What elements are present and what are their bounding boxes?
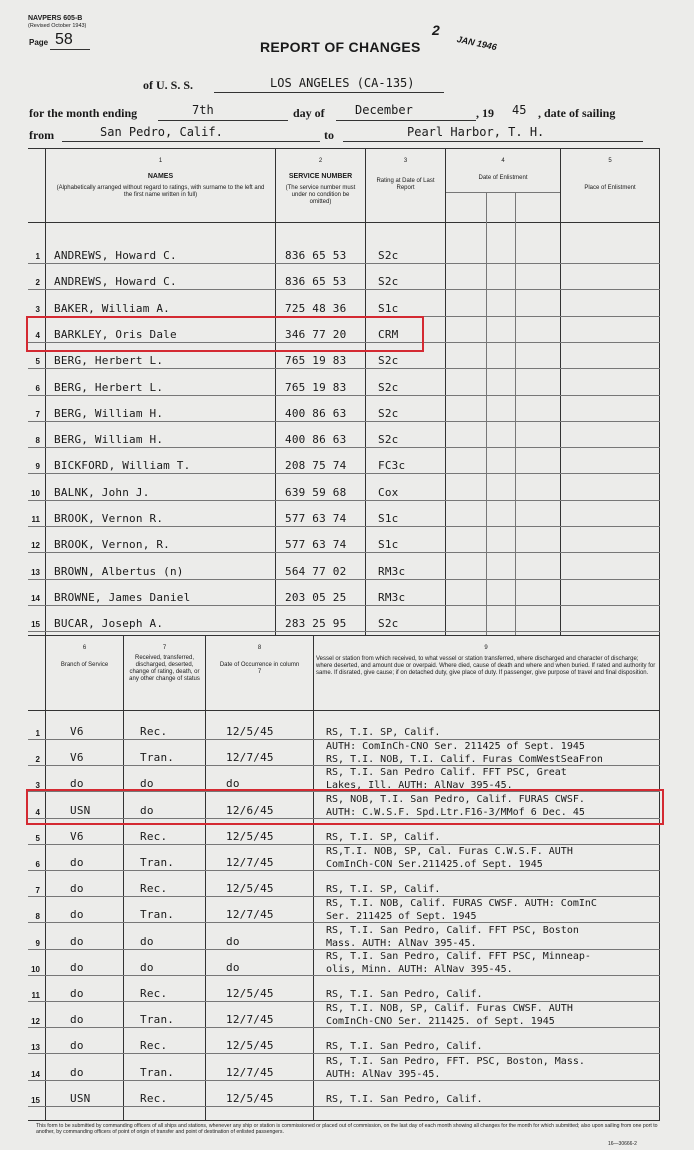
change-cell: do	[140, 777, 154, 790]
col7-header	[124, 645, 205, 683]
branch-cell: do	[70, 1013, 84, 1026]
row-number: 15	[31, 1096, 40, 1105]
date-cell: 12/7/45	[226, 751, 274, 764]
date-cell: 12/7/45	[226, 856, 274, 869]
date-cell: 12/5/45	[226, 987, 274, 1000]
branch-cell: V6	[70, 830, 84, 843]
name-cell: BERG, Herbert L.	[54, 381, 164, 394]
form-id: NAVPERS 605-B	[28, 15, 83, 22]
row-number: 3	[35, 305, 40, 314]
col4-header	[446, 158, 560, 182]
received-stamp: JAN 1946	[455, 34, 498, 53]
col1-header	[46, 158, 275, 199]
change-cell: Rec.	[140, 830, 168, 843]
date-cell: 12/5/45	[226, 1039, 274, 1052]
change-cell: Rec.	[140, 987, 168, 1000]
row-number: 3	[35, 781, 40, 790]
name-cell: ANDREWS, Howard C.	[54, 249, 177, 262]
row-number: 9	[35, 939, 40, 948]
row-number: 11	[31, 991, 40, 1000]
rating-cell: RM3c	[378, 591, 406, 604]
branch-cell: USN	[70, 1092, 91, 1105]
rating-cell: S1c	[378, 538, 399, 551]
name-cell: BROOK, Vernon, R.	[54, 538, 170, 551]
remarks-line: RS, T.I. San Pedro, Calif.	[326, 989, 483, 1000]
service-number-cell: 400 86 63	[285, 407, 347, 420]
rating-cell: S2c	[378, 617, 399, 630]
service-number-cell: 765 19 83	[285, 354, 347, 367]
change-cell: Rec.	[140, 882, 168, 895]
row-number: 11	[31, 515, 40, 524]
change-cell: Tran.	[140, 908, 175, 921]
branch-cell: V6	[70, 751, 84, 764]
name-cell: BARKLEY, Oris Dale	[54, 328, 177, 341]
col2-note: (The service number must under no condition be omitted)	[285, 185, 356, 205]
highlight-box-top	[26, 316, 424, 352]
service-number-cell: 639 59 68	[285, 486, 347, 499]
name-cell: BAKER, William A.	[54, 302, 170, 315]
page-label: Page	[29, 38, 49, 47]
date-cell: 12/5/45	[226, 725, 274, 738]
name-cell: BROWNE, James Daniel	[54, 591, 191, 604]
remarks-line: Lakes, Ill. AUTH: AlNav 395-45.	[326, 780, 513, 791]
service-number-cell: 836 65 53	[285, 249, 347, 262]
branch-cell: do	[70, 856, 84, 869]
to-label: to	[324, 128, 334, 142]
date-cell: 12/7/45	[226, 908, 274, 921]
change-cell: Tran.	[140, 751, 175, 764]
change-cell: Rec.	[140, 1092, 168, 1105]
row-number: 8	[35, 436, 40, 445]
row-number: 9	[35, 462, 40, 471]
remarks-line: RS, T.I. San Pedro Calif. FFT PSC, Great	[326, 767, 567, 778]
report-title: REPORT OF CHANGES	[260, 39, 421, 55]
rating-cell: S1c	[378, 512, 399, 525]
row-number: 5	[35, 357, 40, 366]
col1-number: 1	[158, 158, 163, 164]
row-number: 4	[35, 331, 40, 340]
name-cell: BICKFORD, William T.	[54, 459, 191, 472]
branch-cell: do	[70, 1039, 84, 1052]
col5-header	[561, 158, 659, 192]
stamp-number: 2	[432, 22, 440, 38]
col9-header	[316, 645, 656, 677]
remarks-line: Mass. AUTH: AlNav 395-45.	[326, 938, 477, 949]
service-number-cell: 725 48 36	[285, 302, 347, 315]
col4-title: Date of Enlistment	[478, 175, 528, 181]
service-number-cell: 208 75 74	[285, 459, 347, 472]
col3-title: Rating at Date of Last Report	[376, 178, 435, 191]
day-value: 7th	[192, 103, 214, 117]
service-number-cell: 203 05 25	[285, 591, 347, 604]
col8-number: 8	[257, 645, 262, 651]
date-cell: 12/5/45	[226, 1092, 274, 1105]
branch-cell: do	[70, 908, 84, 921]
col3-number: 3	[403, 158, 408, 164]
date-cell: do	[226, 777, 240, 790]
remarks-line: RS, T.I. San Pedro, Calif.	[326, 1041, 483, 1052]
remarks-line: olis, Minn. AUTH: AlNav 395-45.	[326, 964, 513, 975]
change-cell: do	[140, 935, 154, 948]
row-number: 6	[35, 860, 40, 869]
col7-number: 7	[162, 645, 167, 651]
remarks-line: RS, T.I. San Pedro, Calif. FFT PSC, Boston	[326, 925, 579, 936]
row-number: 8	[35, 912, 40, 921]
col9-title: Vessel or station from which received, to what vessel or station transferred, where discharged and character of discharge; where deserted, and amount due or overpaid. Where died, cause of death and where and when buried. If rated and authority for same. If disrated, give cause; if on detached duty, give place of duty. If passenger, give purpose of travel and final disposition.	[316, 656, 656, 676]
name-cell: BUCAR, Joseph A.	[54, 617, 164, 630]
col3-header	[366, 158, 445, 192]
branch-cell: do	[70, 935, 84, 948]
branch-cell: do	[70, 987, 84, 1000]
month-value: December	[355, 103, 413, 117]
col2-number: 2	[318, 158, 323, 164]
rating-cell: Cox	[378, 486, 399, 499]
row-number: 7	[35, 410, 40, 419]
row-number: 1	[35, 252, 40, 261]
footer-code: 16—30666-2	[608, 1141, 637, 1147]
month-prefix: for the month ending	[29, 106, 138, 120]
highlight-box-bottom	[26, 789, 664, 825]
remarks-line: RS, T.I. SP, Calif.	[326, 832, 441, 843]
change-cell: Tran.	[140, 856, 175, 869]
name-cell: BROOK, Vernon R.	[54, 512, 164, 525]
date-cell: do	[226, 961, 240, 974]
date-cell: 12/5/45	[226, 882, 274, 895]
branch-cell: USN	[70, 804, 91, 817]
year-prefix: , 19	[476, 106, 494, 120]
name-cell: BROWN, Albertus (n)	[54, 565, 184, 578]
remarks-line: RS, T.I. NOB, SP, Calif. Furas CWSF. AUTH	[326, 1003, 573, 1014]
service-number-cell: 577 63 74	[285, 512, 347, 525]
rating-cell: S2c	[378, 433, 399, 446]
ship-prefix: of U. S. S.	[143, 78, 194, 92]
row-number: 5	[35, 834, 40, 843]
col1-note: (Alphabetically arranged without regard to ratings, with surname to the left and the first name written in full)	[56, 185, 265, 198]
row-number: 10	[31, 489, 40, 498]
row-number: 13	[31, 568, 40, 577]
remarks-line: RS, T.I. SP, Calif.	[326, 727, 441, 738]
row-number: 10	[31, 965, 40, 974]
branch-cell: do	[70, 961, 84, 974]
change-cell: Tran.	[140, 1066, 175, 1079]
col6-number: 6	[82, 645, 87, 651]
row-number: 12	[31, 1017, 40, 1026]
year-value: 45	[512, 103, 527, 117]
change-cell: do	[140, 961, 154, 974]
col2-header	[276, 158, 365, 206]
col2-title: SERVICE NUMBER	[288, 173, 353, 180]
date-cell: do	[226, 935, 240, 948]
col7-title: Received, transferred, discharged, deserted, change of rating, death, or any other change of status	[129, 655, 200, 682]
branch-cell: do	[70, 1066, 84, 1079]
col5-number: 5	[608, 158, 612, 164]
rating-cell: FC3c	[378, 459, 406, 472]
name-cell: BALNK, John J.	[54, 486, 150, 499]
remarks-line: AUTH: AlNav 395-45.	[326, 1069, 441, 1080]
service-number-cell: 564 77 02	[285, 565, 347, 578]
change-cell: Rec.	[140, 1039, 168, 1052]
to-value: Pearl Harbor, T. H.	[407, 125, 545, 139]
page-number: 58	[55, 31, 73, 48]
remarks-line: RS, T.I. San Pedro, Calif. FFT PSC, Minneap-	[326, 951, 591, 962]
remarks-line: RS, T.I. San Pedro, Calif.	[326, 1094, 483, 1105]
row-number: 6	[35, 384, 40, 393]
remarks-line: RS, T.I. SP, Calif.	[326, 884, 441, 895]
row-number: 4	[35, 808, 40, 817]
row-number: 14	[31, 1070, 40, 1079]
from-label: from	[29, 128, 55, 142]
row-number: 14	[31, 594, 40, 603]
row-number: 12	[31, 541, 40, 550]
rating-cell: S2c	[378, 275, 399, 288]
remarks-line: RS, T.I. NOB, Calif. FURAS CWSF. AUTH: ComInC	[326, 898, 597, 909]
date-cell: 12/5/45	[226, 830, 274, 843]
service-number-cell: 765 19 83	[285, 381, 347, 394]
name-cell: BERG, William H.	[54, 433, 164, 446]
from-value: San Pedro, Calif.	[100, 125, 223, 139]
service-number-cell: 577 63 74	[285, 538, 347, 551]
row-number: 15	[31, 620, 40, 629]
rating-cell: S2c	[378, 381, 399, 394]
date-of-sailing-label: , date of sailing	[538, 106, 616, 120]
col1-title: NAMES	[147, 173, 174, 180]
row-number: 13	[31, 1043, 40, 1052]
row-number: 2	[35, 278, 40, 287]
remarks-line: AUTH: C.W.S.F. Spd.Ltr.F16-3/MMof 6 Dec. 45	[326, 807, 585, 818]
ship-name: LOS ANGELES (CA-135)	[270, 76, 415, 90]
branch-cell: do	[70, 882, 84, 895]
col5-title: Place of Enlistment	[584, 185, 636, 191]
date-cell: 12/6/45	[226, 804, 274, 817]
remarks-line: RS, NOB, T.I. San Pedro, Calif. FURAS CWSF.	[326, 794, 585, 805]
remarks-line: Ser. 211425 of Sept. 1945	[326, 911, 477, 922]
col6-header	[46, 645, 123, 669]
branch-cell: do	[70, 777, 84, 790]
col6-title: Branch of Service	[60, 662, 109, 668]
form-revised: (Revised October 1943)	[28, 23, 87, 29]
change-cell: do	[140, 804, 154, 817]
date-cell: 12/7/45	[226, 1013, 274, 1026]
service-number-cell: 346 77 20	[285, 328, 347, 341]
remarks-line: RS,T.I. NOB, SP, Cal. Furas C.W.S.F. AUTH	[326, 846, 573, 857]
row-number: 2	[35, 755, 40, 764]
name-cell: BERG, William H.	[54, 407, 164, 420]
col4-number: 4	[501, 158, 505, 164]
remarks-line: ComInCh-CNO Ser. 211425. of Sept. 1945	[326, 1016, 555, 1027]
branch-cell: V6	[70, 725, 84, 738]
date-cell: 12/7/45	[226, 1066, 274, 1079]
rating-cell: S1c	[378, 302, 399, 315]
col8-title: Date of Occurrence in column 7	[219, 662, 300, 675]
rating-cell: S2c	[378, 354, 399, 367]
remarks-line: ComInCh-CON Ser.211425.of Sept. 1945	[326, 859, 543, 870]
col9-number: 9	[484, 645, 488, 651]
day-of-label: day of	[293, 106, 325, 120]
remarks-line: AUTH: ComInCh-CNO Ser. 211425 of Sept. 1945	[326, 741, 585, 752]
change-cell: Rec.	[140, 725, 168, 738]
footer-note: This form to be submitted by commanding officers of all ships and stations, whenever any ship or station is commissioned or placed out of commission, on the last day of each month showing all changes for the month for which submitted; also upon sailing from one port to another, by commanding officers of point of origin of transfer and point of destination of enlisted passengers.	[36, 1123, 658, 1135]
rating-cell: S2c	[378, 249, 399, 262]
remarks-line: RS, T.I. NOB, T.I. Calif. Furas ComWestSeaFron	[326, 754, 603, 765]
rating-cell: CRM	[378, 328, 399, 341]
change-cell: Tran.	[140, 1013, 175, 1026]
service-number-cell: 400 86 63	[285, 433, 347, 446]
remarks-line: RS, T.I. San Pedro, FFT. PSC, Boston, Mass.	[326, 1056, 585, 1067]
col8-header	[206, 645, 313, 676]
row-number: 1	[35, 729, 40, 738]
name-cell: BERG, Herbert L.	[54, 354, 164, 367]
rating-cell: RM3c	[378, 565, 406, 578]
service-number-cell: 283 25 95	[285, 617, 347, 630]
name-cell: ANDREWS, Howard C.	[54, 275, 177, 288]
row-number: 7	[35, 886, 40, 895]
service-number-cell: 836 65 53	[285, 275, 347, 288]
rating-cell: S2c	[378, 407, 399, 420]
